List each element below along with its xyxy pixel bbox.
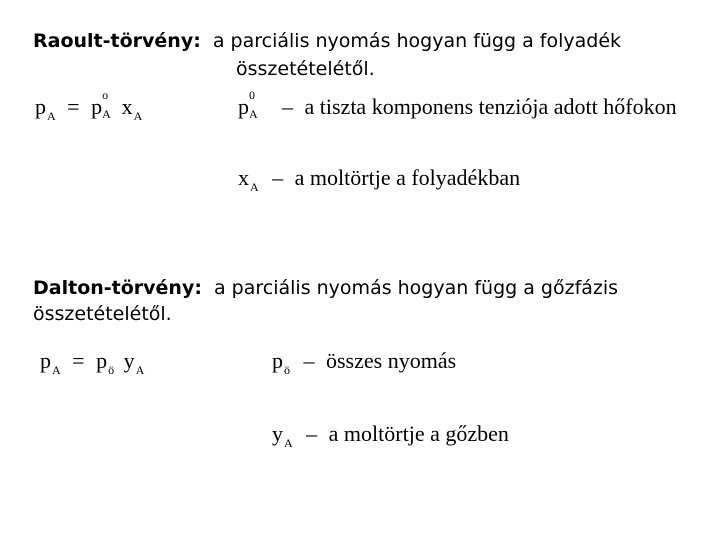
formula-term: p o A — [91, 88, 111, 121]
definition-var: p — [272, 348, 283, 373]
definition-dash: – — [282, 94, 293, 119]
raoult-description-cont: összetételétől. — [236, 58, 375, 80]
definition-dash: – — [306, 421, 318, 446]
dalton-heading — [33, 276, 618, 300]
definition-var: x — [238, 165, 249, 190]
equals-sign: = — [72, 348, 85, 373]
formula-var: p — [35, 94, 46, 119]
definition-text: a moltörtje a folyadékban — [294, 165, 521, 190]
definition-text: összes nyomás — [326, 348, 457, 373]
dalton-title: Dalton-törvény: — [33, 277, 202, 299]
raoult-definition-p0: p 0 A – a tiszta komponens tenziója adott hőfokon — [238, 88, 677, 121]
dalton-description-cont: összetételétől. — [33, 303, 172, 325]
formula-sub: A — [52, 363, 61, 377]
raoult-heading — [33, 29, 621, 53]
formula-var: y — [123, 348, 135, 373]
definition-var: y — [272, 421, 283, 446]
formula-sub: A — [133, 109, 143, 123]
formula-sub: ö — [108, 363, 115, 377]
definition-sub: A — [250, 180, 259, 194]
equals-sign: = — [67, 94, 80, 119]
definition-var: p — [238, 94, 249, 119]
definition-dash: – — [303, 348, 315, 373]
formula-var: p — [96, 348, 108, 373]
definition-sub: ö — [284, 363, 290, 377]
raoult-title: Raoult-törvény: — [33, 30, 201, 52]
definition-sub: A — [284, 436, 293, 450]
formula-sub: A — [135, 363, 145, 377]
formula-var: p — [40, 348, 51, 373]
definition-text: a moltörtje a gőzben — [328, 421, 509, 446]
raoult-description: a parciális nyomás hogyan függ a folyadék — [212, 30, 622, 52]
dalton-description: a parciális nyomás hogyan függ a gőzfázis — [214, 277, 619, 299]
formula-sub: A — [47, 109, 56, 123]
definition-text: a tiszta komponens tenziója adott hőfokon — [304, 94, 677, 119]
dalton-formula — [40, 348, 145, 377]
definition-dash: – — [272, 165, 284, 190]
raoult-definition-x — [238, 165, 521, 194]
formula-var: x — [121, 94, 133, 119]
dalton-definition-p — [272, 348, 457, 377]
raoult-formula — [35, 88, 143, 123]
dalton-definition-y — [272, 421, 509, 450]
